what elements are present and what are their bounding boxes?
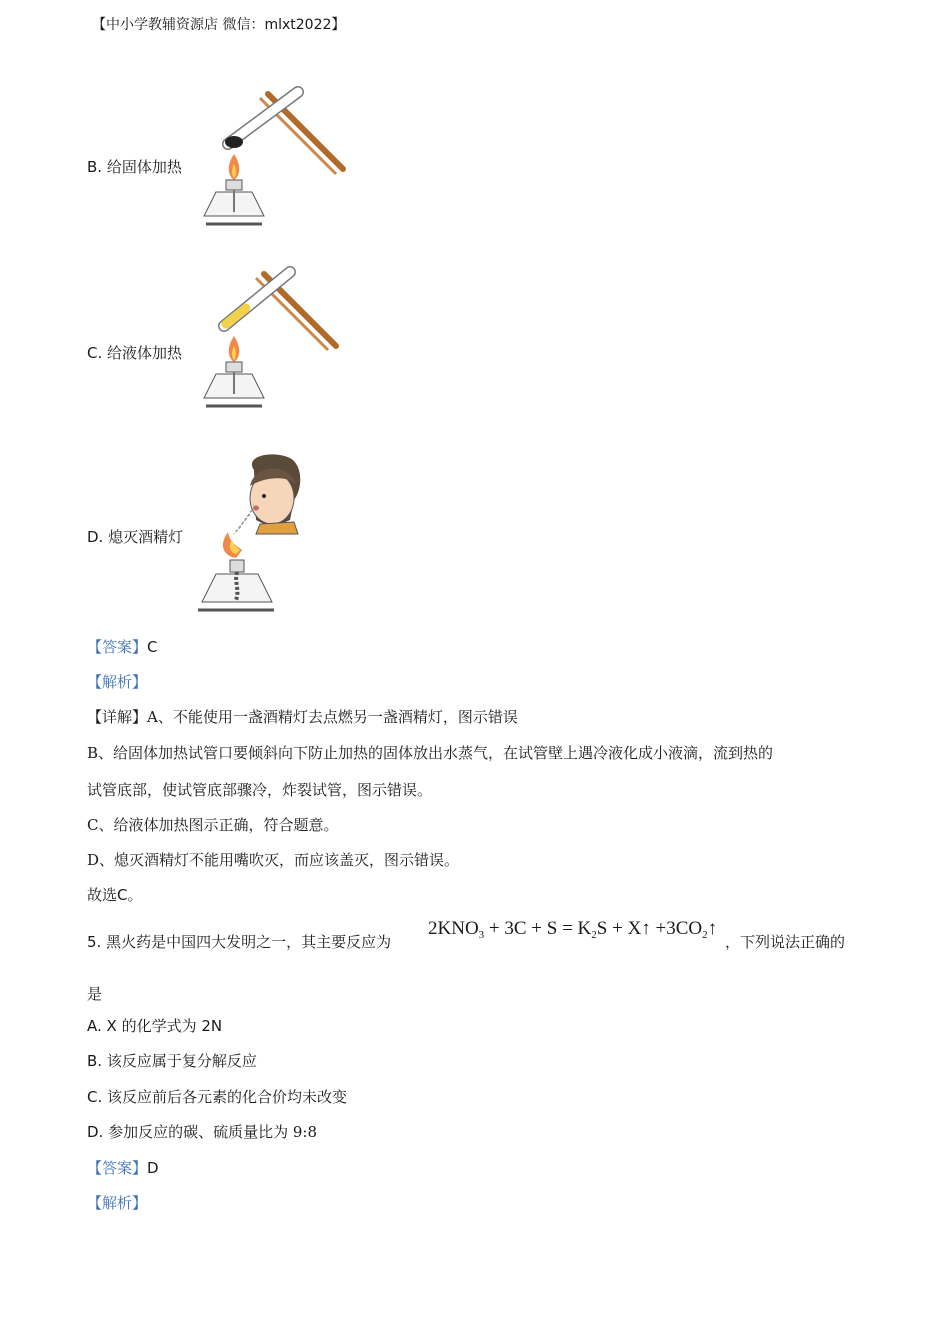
formula-part: 2KNO bbox=[428, 918, 479, 939]
formula-subscript: 2 bbox=[702, 929, 708, 941]
option-letter: D. bbox=[87, 528, 104, 546]
q5-option-d bbox=[87, 1121, 317, 1142]
answer-value: C bbox=[147, 638, 158, 656]
q4-detail-line-1 bbox=[87, 706, 518, 727]
q5-formula bbox=[428, 918, 717, 941]
q5-stem-after: ，下列说法正确的 bbox=[725, 933, 846, 951]
q5-stem-end: 是 bbox=[87, 985, 103, 1003]
detail-label: 【详解】 bbox=[87, 708, 148, 726]
q4-detail-line-4: C、给液体加热图示正确，符合题意。 bbox=[87, 816, 339, 834]
heat-liquid-illustration bbox=[196, 264, 346, 409]
formula-subscript: 2 bbox=[591, 929, 597, 941]
q4-detail-line-3: 试管底部，使试管底部骤冷，炸裂试管，图示错误。 bbox=[87, 781, 433, 799]
option-letter: D. bbox=[87, 1123, 104, 1141]
q5-answer bbox=[87, 1157, 159, 1178]
formula-part: ↑ bbox=[707, 918, 718, 939]
answer-value: D bbox=[147, 1159, 159, 1177]
option-c-prev bbox=[87, 342, 182, 363]
watermark-header: 【中小学教辅资源店 微信：mlxt2022】 bbox=[92, 17, 346, 33]
q4-answer bbox=[87, 636, 158, 657]
formula-subscript: 3 bbox=[478, 929, 485, 941]
option-letter: C. bbox=[87, 344, 103, 362]
option-text: 给固体加热 bbox=[106, 158, 182, 176]
answer-label: 【答案】 bbox=[87, 1159, 148, 1177]
q4-conclusion bbox=[87, 884, 143, 905]
q5-option-a bbox=[87, 1015, 222, 1036]
option-text: 该反应属于复分解反应 bbox=[106, 1052, 257, 1070]
option-text: 熄灭酒精灯 bbox=[108, 528, 184, 546]
option-letter: B. bbox=[87, 1052, 103, 1070]
conclusion-answer: C。 bbox=[117, 886, 143, 904]
q4-detail-line-2: B、给固体加热试管口要倾斜向下防止加热的固体放出水蒸气，在试管壁上遇冷液化成小液滴，流到热的 bbox=[87, 744, 774, 762]
q5-analysis-label: 【解析】 bbox=[87, 1194, 148, 1212]
option-b-prev bbox=[87, 156, 182, 177]
option-text: 给液体加热 bbox=[107, 344, 183, 362]
q4-analysis-label: 【解析】 bbox=[87, 673, 148, 691]
option-text: 该反应前后各元素的化合价均未改变 bbox=[107, 1088, 348, 1106]
option-letter: A. bbox=[87, 1017, 102, 1035]
q5-option-c bbox=[87, 1086, 347, 1107]
option-d-prev bbox=[87, 526, 183, 547]
detail-text: A、不能使用一盏酒精灯去点燃另一盏酒精灯，图示错误 bbox=[147, 708, 518, 726]
option-text: 参加反应的碳、硫质量比为 9:8 bbox=[108, 1123, 318, 1141]
answer-label: 【答案】 bbox=[87, 638, 148, 656]
formula-part: + 3C + S = K bbox=[484, 918, 592, 939]
q5-stem-before: 5. 黑火药是中国四大发明之一，其主要反应为 bbox=[87, 933, 392, 951]
q4-detail-line-5: D、熄灭酒精灯不能用嘴吹灭，而应该盖灭，图示错误。 bbox=[87, 851, 460, 869]
q5-option-b bbox=[87, 1050, 257, 1071]
heat-solid-illustration bbox=[198, 84, 348, 229]
option-text: X 的化学式为 2N bbox=[106, 1017, 223, 1035]
conclusion-prefix: 故选 bbox=[87, 886, 118, 904]
option-letter: C. bbox=[87, 1088, 103, 1106]
extinguish-lamp-illustration bbox=[194, 450, 306, 615]
option-letter: B. bbox=[87, 158, 103, 176]
formula-part: S + X↑ +3CO bbox=[596, 918, 703, 939]
